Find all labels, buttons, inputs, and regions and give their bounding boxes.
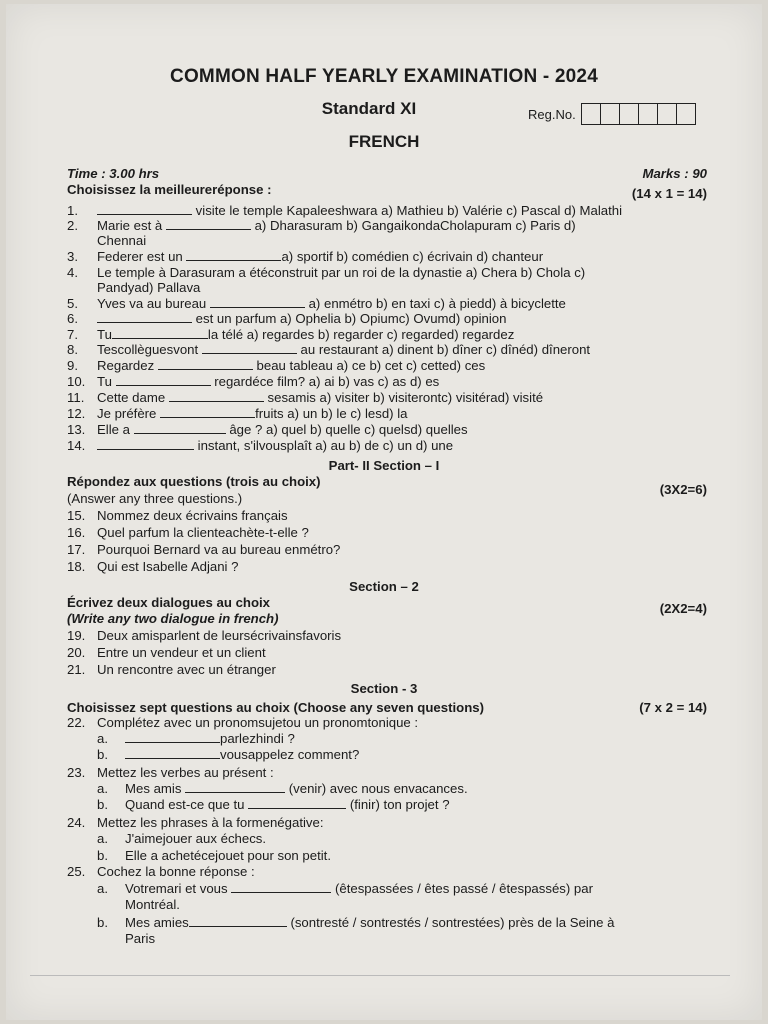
question-17: 17. Pourquoi Bernard va au bureau enmétro?: [67, 542, 341, 557]
section1-english: (Answer any three questions.): [67, 491, 243, 506]
question-19: 19. Deux amisparlent de leursécrivainsfavoris: [67, 628, 342, 643]
question-2: 2. Marie est à a) Dharasuram b) GangaikondaCholapuram c) Paris d): [67, 218, 576, 233]
question-22b: b. vousappelez comment?: [97, 747, 360, 762]
bottom-divider: [30, 975, 730, 976]
question-5: 5. Yves va au bureau a) enmétro b) en taxi c) à piedd) à bicyclette: [67, 296, 566, 311]
question-10: 10. Tu regardéce film? a) ai b) vas c) as d) es: [67, 374, 440, 389]
question-21: 21. Un rencontre avec un étranger: [67, 662, 276, 677]
section1-instruction: Répondez aux questions (trois au choix) (3X2=6): [67, 474, 707, 497]
question-8: 8. Tescollèguesvont au restaurant a) dinent b) dîner c) dînéd) dîneront: [67, 342, 591, 357]
question-4-cont: Pandyad) Pallava: [97, 280, 201, 295]
question-25a-cont: Montréal.: [125, 897, 180, 912]
reg-number-field: [528, 103, 696, 125]
question-14: 14. instant, s'ilvousplaît a) au b) de c) un d) une: [67, 438, 454, 453]
question-25b: b. Mes amies (sontresté / sontrestés / sontrestées) près de la Seine à: [97, 915, 615, 930]
question-9: 9. Regardez beau tableau a) ce b) cet c) cetted) ces: [67, 358, 486, 373]
question-16: 16. Quel parfum la clienteachète-t-elle ?: [67, 525, 309, 540]
question-25: 25. Cochez la bonne réponse :: [67, 864, 255, 879]
reg-label: Reg.No.: [528, 106, 576, 122]
section2-heading: Section – 2: [349, 579, 419, 594]
question-2-cont: Chennai: [97, 233, 147, 248]
question-24b: b. Elle a achetécejouet pour son petit.: [97, 848, 332, 863]
question-22a: a. parlezhindi ?: [97, 731, 295, 746]
question-22: 22. Complétez avec un pronomsujetou un pronomtonique :: [67, 715, 419, 730]
question-23b: b. Quand est-ce que tu (finir) ton projet ?: [97, 797, 450, 812]
subject-title: FRENCH: [348, 132, 420, 151]
question-1: 1. visite le temple Kapaleeshwara a) Mathieu b) Valérie c) Pascal d) Malathi: [67, 203, 623, 218]
section1-marks: (3X2=6): [659, 482, 707, 497]
exam-title: COMMON HALF YEARLY EXAMINATION - 2024: [170, 66, 598, 87]
question-24a: a. J'aimejouer aux échecs.: [97, 831, 267, 846]
section3-marks: (7 x 2 = 14): [639, 700, 707, 715]
question-25b-cont: Paris: [125, 931, 156, 946]
question-3: 3. Federer est un a) sportif b) comédien c) écrivain d) chanteur: [67, 249, 544, 264]
time-marks-row: [67, 166, 707, 181]
question-20: 20. Entre un vendeur et un client: [67, 645, 266, 660]
section2-instruction: Écrivez deux dialogues au choix (2X2=4): [67, 595, 707, 616]
question-23a: a. Mes amis (venir) avec nous envacances.: [97, 781, 468, 796]
section3-instruction: Choisissez sept questions au choix (Choose any seven questions) (7 x 2 = 14): [67, 700, 707, 715]
question-12: 12. Je préfère fruits a) un b) le c) lesd) la: [67, 406, 408, 421]
question-13: 13. Elle a âge ? a) quel b) quelle c) quelsd) quelles: [67, 422, 468, 437]
part1-instruction: Choisissez la meilleureréponse :: [67, 182, 272, 197]
question-7: 7. Tu la télé a) regardes b) regarder c) regarded) regardez: [67, 327, 515, 342]
question-25a: a. Votremari et vous (êtespassées / êtes passé / êtespassés) par: [97, 881, 593, 896]
section2-marks: (2X2=4): [659, 601, 707, 616]
marks-label: Marks : 90: [642, 166, 707, 181]
question-24: 24. Mettez les phrases à la formenégative:: [67, 815, 324, 830]
part1-marks: (14 x 1 = 14): [631, 186, 707, 201]
question-23: 23. Mettez les verbes au présent :: [67, 765, 274, 780]
question-15: 15. Nommez deux écrivains français: [67, 508, 288, 523]
section2-english: (Write any two dialogue in french): [67, 611, 279, 626]
question-6: 6. est un parfum a) Ophelia b) Opiumc) Ovumd) opinion: [67, 311, 507, 326]
time-label: Time : 3.00 hrs: [67, 166, 160, 181]
section3-heading: Section - 3: [350, 681, 418, 696]
section1-heading: Part- II Section – I: [328, 458, 440, 473]
reg-number-boxes: [581, 103, 696, 125]
question-11: 11. Cette dame sesamis a) visiter b) visiterontc) visitérad) visité: [67, 390, 544, 405]
question-4: 4. Le temple à Darasuram a étéconstruit par un roi de la dynastie a) Chera b) Chola c): [67, 265, 586, 280]
question-18: 18. Qui est Isabelle Adjani ?: [67, 559, 239, 574]
standard-label: Standard XI: [321, 99, 417, 118]
